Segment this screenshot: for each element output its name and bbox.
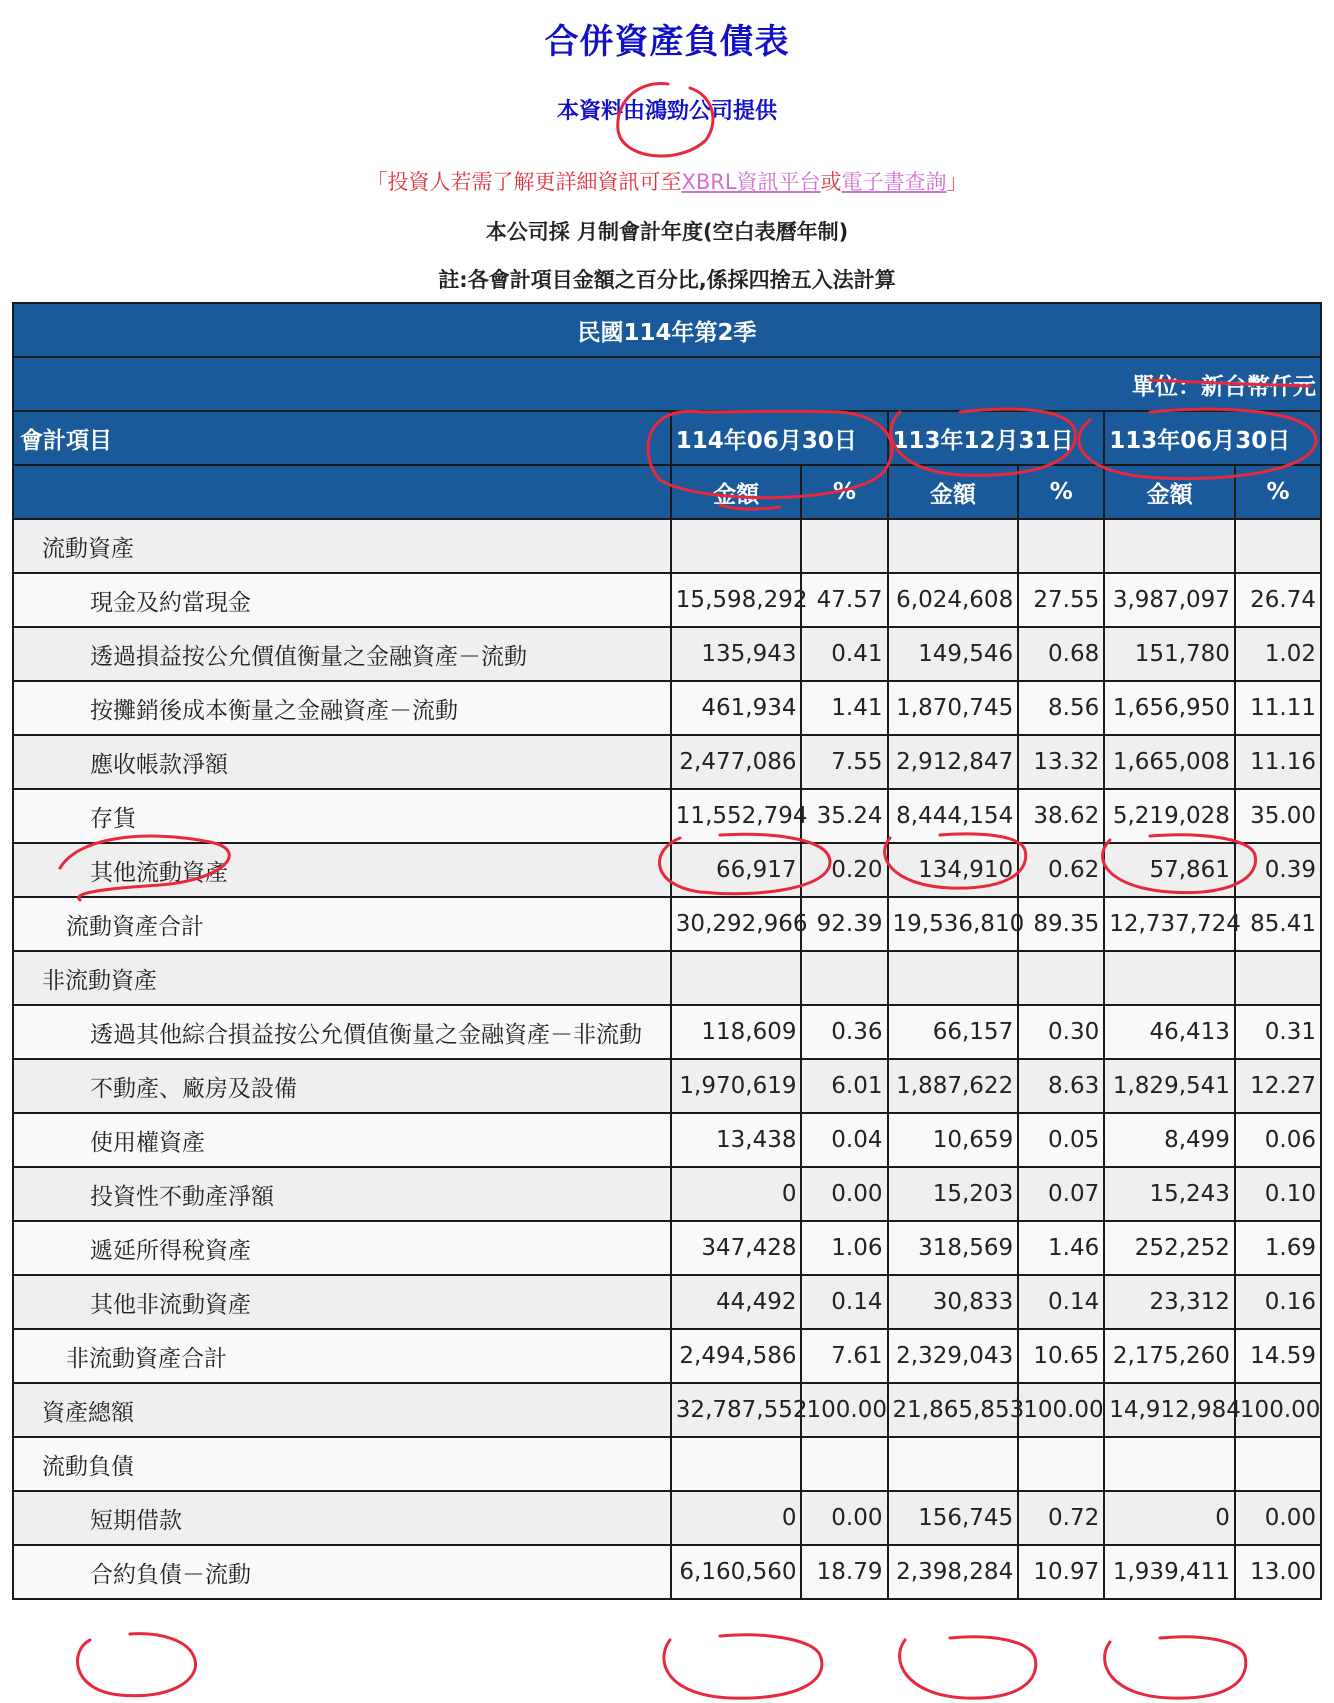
rounding-note: 註:各會計項目金額之百分比,係採四捨五入法計算 [438, 268, 896, 292]
amount-cell [1104, 519, 1235, 573]
amount-cell: 134,910 [888, 843, 1019, 897]
table-row [13, 1545, 1321, 1599]
amount-cell: 1,870,745 [888, 681, 1019, 735]
amount-cell: 14,912,984 [1104, 1383, 1235, 1437]
percent-cell: 0.39 [1235, 843, 1321, 897]
table-row [13, 519, 1321, 573]
amount-cell: 19,536,810 [888, 897, 1019, 951]
pct-header: % [1235, 465, 1321, 519]
amount-cell: 23,312 [1104, 1275, 1235, 1329]
percent-cell: 89.35 [1018, 897, 1104, 951]
amount-cell: 2,398,284 [888, 1545, 1019, 1599]
amount-cell: 15,243 [1104, 1167, 1235, 1221]
column-header-row [13, 465, 1321, 519]
table-row [13, 1275, 1321, 1329]
amount-cell [888, 1437, 1019, 1491]
amount-cell: 1,970,619 [671, 1059, 802, 1113]
page-title: 合併資產負債表 [544, 22, 790, 62]
amount-cell: 12,737,724 [1104, 897, 1235, 951]
account-item: 合約負債－流動 [13, 1545, 671, 1599]
amount-cell: 2,175,260 [1104, 1329, 1235, 1383]
percent-cell: 0.20 [801, 843, 887, 897]
account-item: 短期借款 [13, 1491, 671, 1545]
amount-cell: 57,861 [1104, 843, 1235, 897]
account-item: 其他流動資產 [13, 843, 671, 897]
amount-cell: 46,413 [1104, 1005, 1235, 1059]
date-header-row [13, 411, 1321, 465]
percent-cell: 27.55 [1018, 573, 1104, 627]
provider-note: 本資料由鴻勁公司提供 [556, 99, 777, 124]
percent-cell: 7.55 [801, 735, 887, 789]
amount-header: 金額 [671, 465, 802, 519]
balance-sheet-table [12, 302, 1322, 1600]
percent-cell [1018, 519, 1104, 573]
percent-cell: 0.14 [1018, 1275, 1104, 1329]
table-row [13, 897, 1321, 951]
amount-cell: 1,665,008 [1104, 735, 1235, 789]
percent-cell: 0.36 [801, 1005, 887, 1059]
percent-cell: 14.59 [1235, 1329, 1321, 1383]
percent-cell: 0.06 [1235, 1113, 1321, 1167]
percent-cell: 1.06 [801, 1221, 887, 1275]
table-row [13, 843, 1321, 897]
percent-cell: 100.00 [1018, 1383, 1104, 1437]
percent-cell: 35.00 [1235, 789, 1321, 843]
table-row [13, 1005, 1321, 1059]
account-item: 其他非流動資產 [13, 1275, 671, 1329]
amount-cell: 8,444,154 [888, 789, 1019, 843]
percent-cell: 0.00 [1235, 1491, 1321, 1545]
percent-cell: 0.30 [1018, 1005, 1104, 1059]
percent-cell: 0.16 [1235, 1275, 1321, 1329]
percent-cell: 0.68 [1018, 627, 1104, 681]
percent-cell: 18.79 [801, 1545, 887, 1599]
percent-cell: 11.16 [1235, 735, 1321, 789]
account-item: 存貨 [13, 789, 671, 843]
notice-mid: 或 [820, 170, 842, 194]
pct-header: % [1018, 465, 1104, 519]
account-item: 透過損益按公允價值衡量之金融資產－流動 [13, 627, 671, 681]
amount-cell: 252,252 [1104, 1221, 1235, 1275]
account-item: 投資性不動產淨額 [13, 1167, 671, 1221]
percent-cell: 0.31 [1235, 1005, 1321, 1059]
table-row [13, 951, 1321, 1005]
amount-cell: 10,659 [888, 1113, 1019, 1167]
account-item: 遞延所得稅資產 [13, 1221, 671, 1275]
account-item: 透過其他綜合損益按公允價值衡量之金融資產－非流動 [13, 1005, 671, 1059]
percent-cell: 35.24 [801, 789, 887, 843]
amount-cell: 149,546 [888, 627, 1019, 681]
percent-cell: 1.69 [1235, 1221, 1321, 1275]
account-item: 按攤銷後成本衡量之金融資產－流動 [13, 681, 671, 735]
percent-cell [1018, 1437, 1104, 1491]
percent-cell [801, 951, 887, 1005]
amount-cell: 1,829,541 [1104, 1059, 1235, 1113]
amount-cell: 0 [671, 1167, 802, 1221]
percent-cell: 0.00 [801, 1491, 887, 1545]
percent-cell: 8.56 [1018, 681, 1104, 735]
amount-cell: 135,943 [671, 627, 802, 681]
amount-cell: 2,477,086 [671, 735, 802, 789]
percent-cell: 12.27 [1235, 1059, 1321, 1113]
amount-cell [671, 519, 802, 573]
amount-cell: 2,329,043 [888, 1329, 1019, 1383]
notice-suffix: 」 [946, 170, 968, 194]
percent-cell: 13.32 [1018, 735, 1104, 789]
table-row [13, 1113, 1321, 1167]
amount-cell: 32,787,552 [671, 1383, 802, 1437]
amount-cell: 21,865,853 [888, 1383, 1019, 1437]
account-item: 流動負債 [13, 1437, 671, 1491]
percent-cell: 11.11 [1235, 681, 1321, 735]
amount-cell: 8,499 [1104, 1113, 1235, 1167]
amount-cell: 156,745 [888, 1491, 1019, 1545]
percent-cell: 10.97 [1018, 1545, 1104, 1599]
percent-cell [801, 1437, 887, 1491]
amount-cell [888, 951, 1019, 1005]
amount-cell: 1,939,411 [1104, 1545, 1235, 1599]
table-row [13, 1491, 1321, 1545]
percent-cell [801, 519, 887, 573]
amount-cell: 118,609 [671, 1005, 802, 1059]
amount-cell: 15,598,292 [671, 573, 802, 627]
amount-cell: 44,492 [671, 1275, 802, 1329]
table-row [13, 1329, 1321, 1383]
account-item: 流動資產 [13, 519, 671, 573]
account-item: 現金及約當現金 [13, 573, 671, 627]
amount-cell: 347,428 [671, 1221, 802, 1275]
ebook-query-link[interactable]: 電子書查詢 [841, 170, 947, 194]
table-row [13, 789, 1321, 843]
amount-cell: 30,292,966 [671, 897, 802, 951]
percent-cell: 1.02 [1235, 627, 1321, 681]
percent-cell: 7.61 [801, 1329, 887, 1383]
percent-cell [1235, 951, 1321, 1005]
amount-cell [888, 519, 1019, 573]
percent-cell: 38.62 [1018, 789, 1104, 843]
table-row [13, 1059, 1321, 1113]
amount-header: 金額 [1104, 465, 1235, 519]
percent-cell: 85.41 [1235, 897, 1321, 951]
amount-cell: 13,438 [671, 1113, 802, 1167]
table-row [13, 1383, 1321, 1437]
amount-cell: 3,987,097 [1104, 573, 1235, 627]
amount-header: 金額 [888, 465, 1019, 519]
percent-cell: 100.00 [1235, 1383, 1321, 1437]
percent-cell: 1.41 [801, 681, 887, 735]
amount-cell: 6,160,560 [671, 1545, 802, 1599]
unit-label: 單位：新台幣仟元 [13, 357, 1321, 411]
amount-cell: 15,203 [888, 1167, 1019, 1221]
percent-cell: 92.39 [801, 897, 887, 951]
account-item: 使用權資產 [13, 1113, 671, 1167]
percent-cell: 0.41 [801, 627, 887, 681]
account-item: 不動產、廠房及設備 [13, 1059, 671, 1113]
amount-cell: 11,552,794 [671, 789, 802, 843]
percent-cell: 1.46 [1018, 1221, 1104, 1275]
percent-cell: 26.74 [1235, 573, 1321, 627]
date-header-1: 114年06月30日 [671, 411, 888, 465]
amount-cell: 2,912,847 [888, 735, 1019, 789]
period-label: 民國114年第2季 [13, 303, 1321, 357]
xbrl-platform-link[interactable]: XBRL資訊平台 [681, 170, 821, 194]
account-item: 非流動資產合計 [13, 1329, 671, 1383]
pct-header: % [801, 465, 887, 519]
amount-cell [671, 1437, 802, 1491]
percent-cell: 6.01 [801, 1059, 887, 1113]
percent-cell: 0.10 [1235, 1167, 1321, 1221]
unit-row [13, 357, 1321, 411]
percent-cell: 13.00 [1235, 1545, 1321, 1599]
percent-cell: 0.14 [801, 1275, 887, 1329]
percent-cell: 0.07 [1018, 1167, 1104, 1221]
table-row [13, 681, 1321, 735]
table-row [13, 1221, 1321, 1275]
notice-prefix: 「投資人若需了解更詳細資訊可至 [366, 170, 682, 194]
account-item: 流動資產合計 [13, 897, 671, 951]
table-row [13, 735, 1321, 789]
table-row [13, 627, 1321, 681]
table-row [13, 1167, 1321, 1221]
item-header: 會計項目 [13, 411, 671, 465]
amount-cell: 2,494,586 [671, 1329, 802, 1383]
percent-cell: 100.00 [801, 1383, 887, 1437]
table-row [13, 1437, 1321, 1491]
amount-cell [1104, 1437, 1235, 1491]
amount-cell: 66,917 [671, 843, 802, 897]
percent-cell: 0.72 [1018, 1491, 1104, 1545]
amount-cell: 461,934 [671, 681, 802, 735]
amount-cell [671, 951, 802, 1005]
percent-cell: 8.63 [1018, 1059, 1104, 1113]
investor-notice [0, 166, 1334, 196]
date-header-2: 113年12月31日 [888, 411, 1105, 465]
percent-cell [1235, 1437, 1321, 1491]
percent-cell: 47.57 [801, 573, 887, 627]
fiscal-year-note: 本公司採 月制會計年度(空白表曆年制) [485, 220, 849, 244]
account-item: 應收帳款淨額 [13, 735, 671, 789]
account-item: 資產總額 [13, 1383, 671, 1437]
percent-cell: 0.05 [1018, 1113, 1104, 1167]
amount-cell: 0 [1104, 1491, 1235, 1545]
amount-cell [1104, 951, 1235, 1005]
amount-cell: 6,024,608 [888, 573, 1019, 627]
amount-cell: 5,219,028 [1104, 789, 1235, 843]
table-row [13, 573, 1321, 627]
amount-cell: 1,887,622 [888, 1059, 1019, 1113]
amount-cell: 151,780 [1104, 627, 1235, 681]
blank-header-cell [13, 465, 671, 519]
percent-cell: 0.62 [1018, 843, 1104, 897]
percent-cell [1018, 951, 1104, 1005]
amount-cell: 30,833 [888, 1275, 1019, 1329]
date-header-3: 113年06月30日 [1104, 411, 1321, 465]
percent-cell: 0.04 [801, 1113, 887, 1167]
amount-cell: 66,157 [888, 1005, 1019, 1059]
amount-cell: 318,569 [888, 1221, 1019, 1275]
period-row [13, 303, 1321, 357]
percent-cell: 0.00 [801, 1167, 887, 1221]
amount-cell: 1,656,950 [1104, 681, 1235, 735]
percent-cell [1235, 519, 1321, 573]
percent-cell: 10.65 [1018, 1329, 1104, 1383]
amount-cell: 0 [671, 1491, 802, 1545]
account-item: 非流動資產 [13, 951, 671, 1005]
